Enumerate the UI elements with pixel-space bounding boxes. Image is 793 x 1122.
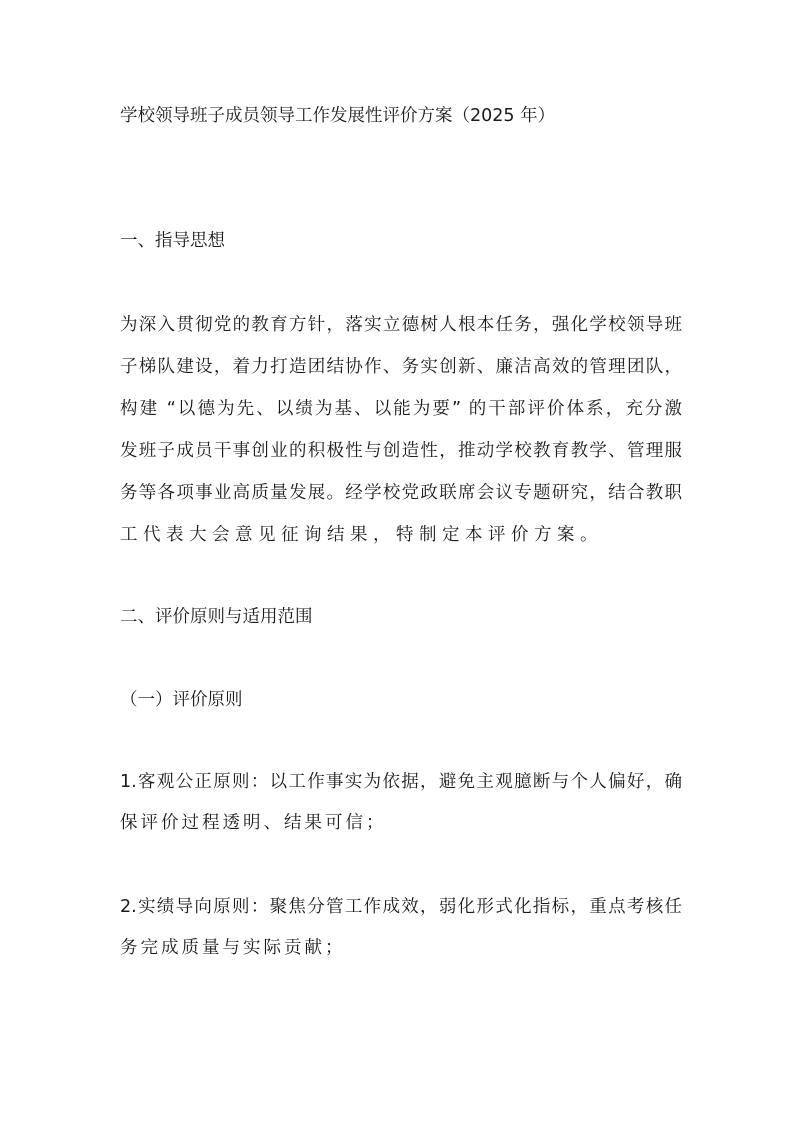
paragraph-line: 子梯队建设，着力打造团结协作、务实创新、廉洁高效的管理团队，: [120, 357, 682, 377]
section-heading-guiding-ideology: 一、指导思想: [120, 231, 225, 251]
list-item-line: 保评价过程透明、结果可信；: [120, 813, 387, 833]
paragraph-line: 工代表大会意见征询结果，特制定本评价方案。: [120, 525, 603, 545]
paragraph-line: 发班子成员干事创业的积极性与创造性，推动学校教育教学、管理服: [120, 441, 682, 461]
subsection-heading-principles: （一）评价原则: [120, 690, 243, 710]
paragraph-line: 为深入贯彻党的教育方针，落实立德树人根本任务，强化学校领导班: [120, 315, 682, 335]
list-item-line: 务完成质量与实际贡献；: [120, 938, 346, 958]
section-heading-principles-scope: 二、评价原则与适用范围: [120, 607, 313, 627]
list-item-line: 2.实绩导向原则：聚焦分管工作成效，弱化形式化指标，重点考核任: [120, 897, 682, 917]
paragraph-line: 构建 “以德为先、以绩为基、以能为要” 的干部评价体系，充分激: [120, 399, 682, 419]
document-title: 学校领导班子成员领导工作发展性评价方案（2025 年）: [120, 106, 556, 126]
list-item-line: 1.客观公正原则：以工作事实为依据，避免主观臆断与个人偏好，确: [120, 772, 682, 792]
paragraph-line: 务等各项事业高质量发展。经学校党政联席会议专题研究，结合教职: [120, 483, 682, 503]
